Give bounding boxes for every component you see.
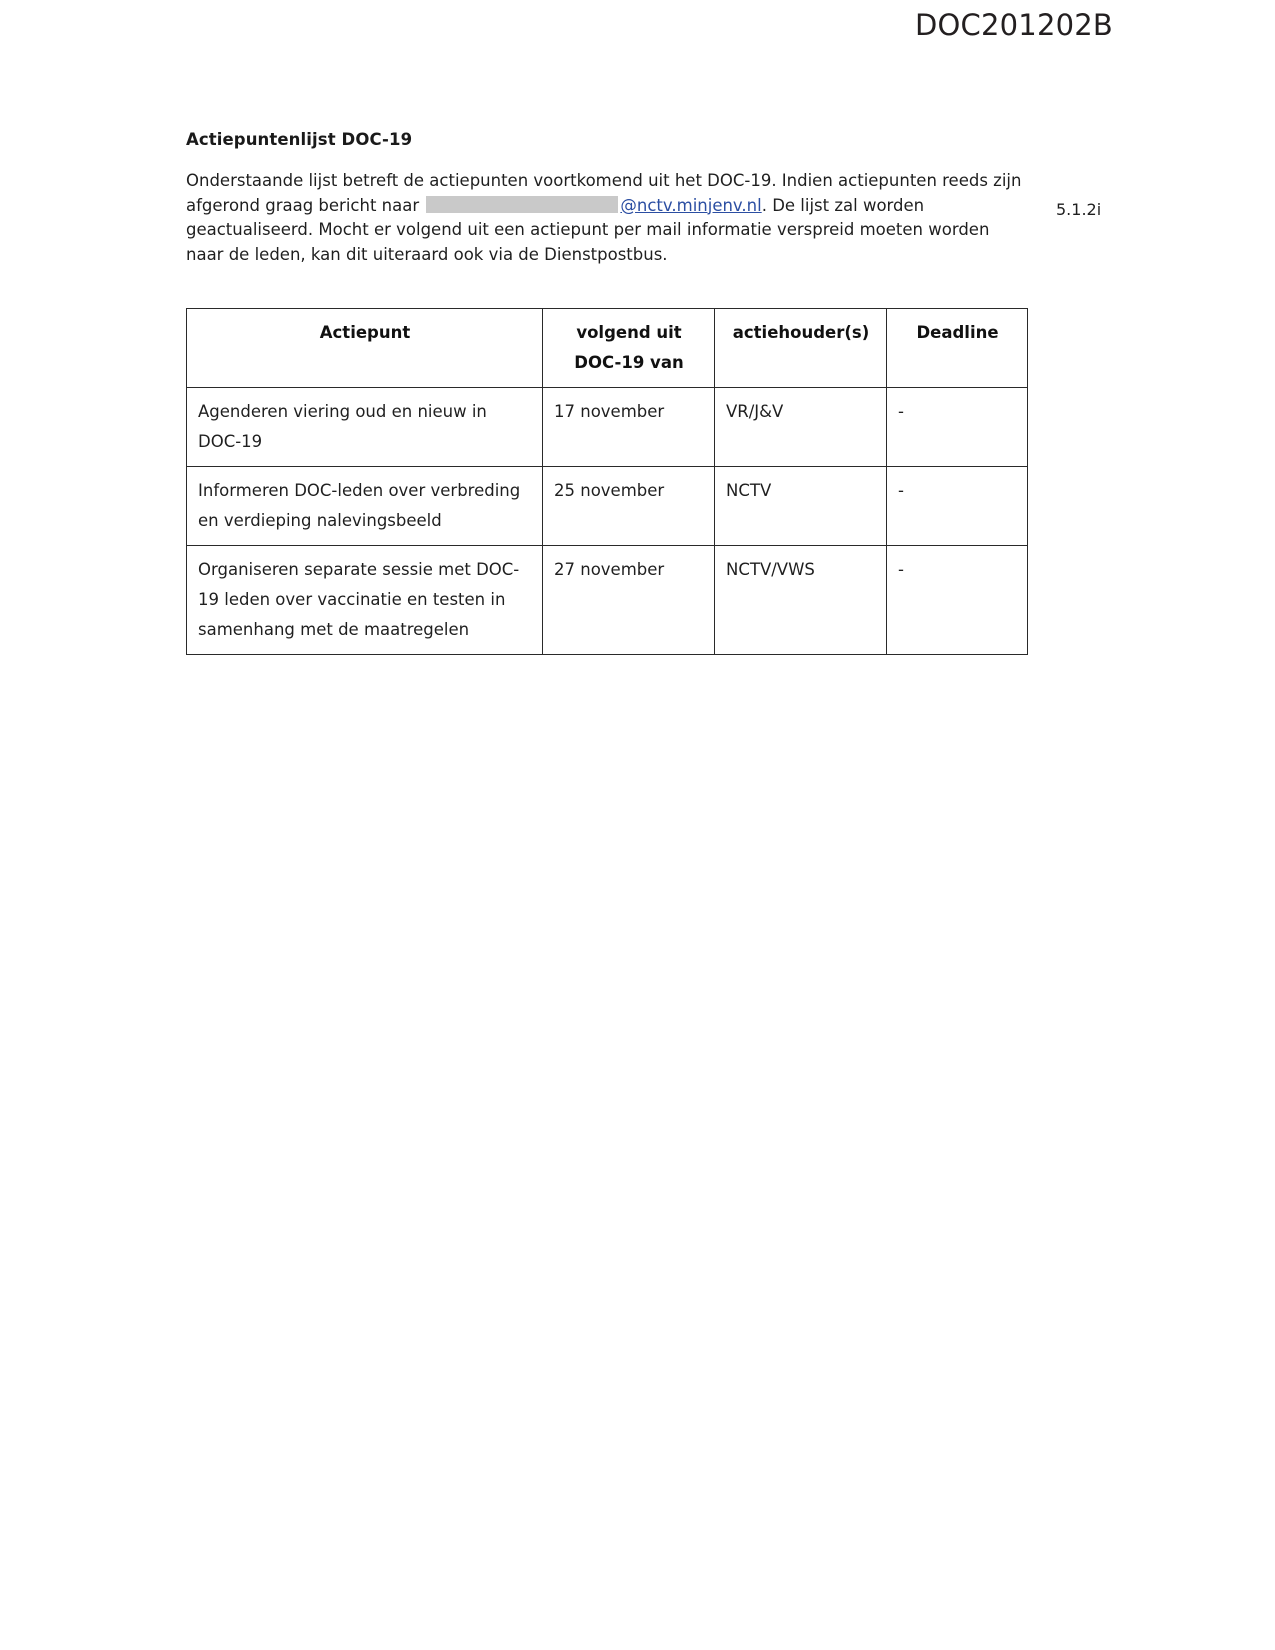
document-body (186, 130, 1028, 267)
column-header-volgend-uit-line2: DOC-19 van (574, 353, 684, 372)
table-row (187, 546, 1028, 655)
intro-text-part-1: Onderstaande lijst betreft de actiepunten voortkomend uit het DOC-19. Indien actiepunten reeds zijn afgerond graag bericht naar (186, 171, 1022, 215)
cell-deadline: - (887, 467, 1028, 546)
cell-actiepunt: Agenderen viering oud en nieuw in DOC-19 (187, 388, 543, 467)
cell-actiehouder: VR/J&V (715, 388, 887, 467)
column-header-volgend-uit (543, 309, 715, 388)
column-header-deadline: Deadline (887, 309, 1028, 388)
intro-paragraph (186, 169, 1028, 267)
cell-volgend-uit: 17 november (543, 388, 715, 467)
table-header-row (187, 309, 1028, 388)
table-row (187, 467, 1028, 546)
cell-deadline: - (887, 546, 1028, 655)
actions-table (186, 308, 1028, 655)
column-header-actiepunt: Actiepunt (187, 309, 543, 388)
actions-table-container (186, 308, 1027, 655)
page-title: Actiepuntenlijst DOC-19 (186, 130, 413, 149)
cell-volgend-uit: 25 november (543, 467, 715, 546)
cell-actiehouder: NCTV/VWS (715, 546, 887, 655)
column-header-actiehouder: actiehouder(s) (715, 309, 887, 388)
cell-deadline: - (887, 388, 1028, 467)
column-header-volgend-uit-line1: volgend uit (576, 323, 682, 342)
cell-actiepunt: Organiseren separate sessie met DOC-19 leden over vaccinatie en testen in samenhang met de maatregelen (187, 546, 543, 655)
cell-volgend-uit: 27 november (543, 546, 715, 655)
cell-actiehouder: NCTV (715, 467, 887, 546)
margin-annotation: 5.1.2i (1056, 200, 1102, 219)
cell-actiepunt: Informeren DOC-leden over verbreding en verdieping nalevingsbeeld (187, 467, 543, 546)
redaction-box (426, 196, 618, 213)
document-id-header: DOC201202B (914, 8, 1113, 42)
email-link[interactable]: @nctv.minjenv.nl (620, 195, 762, 215)
intro-text-part-2: . De lijst zal worden geactualiseerd. Mocht er volgend uit een actiepunt per mail informatie verspreid moeten worden naar de leden, kan dit uiteraard ook via de Dienstpostbus. (186, 195, 990, 264)
table-row (187, 388, 1028, 467)
